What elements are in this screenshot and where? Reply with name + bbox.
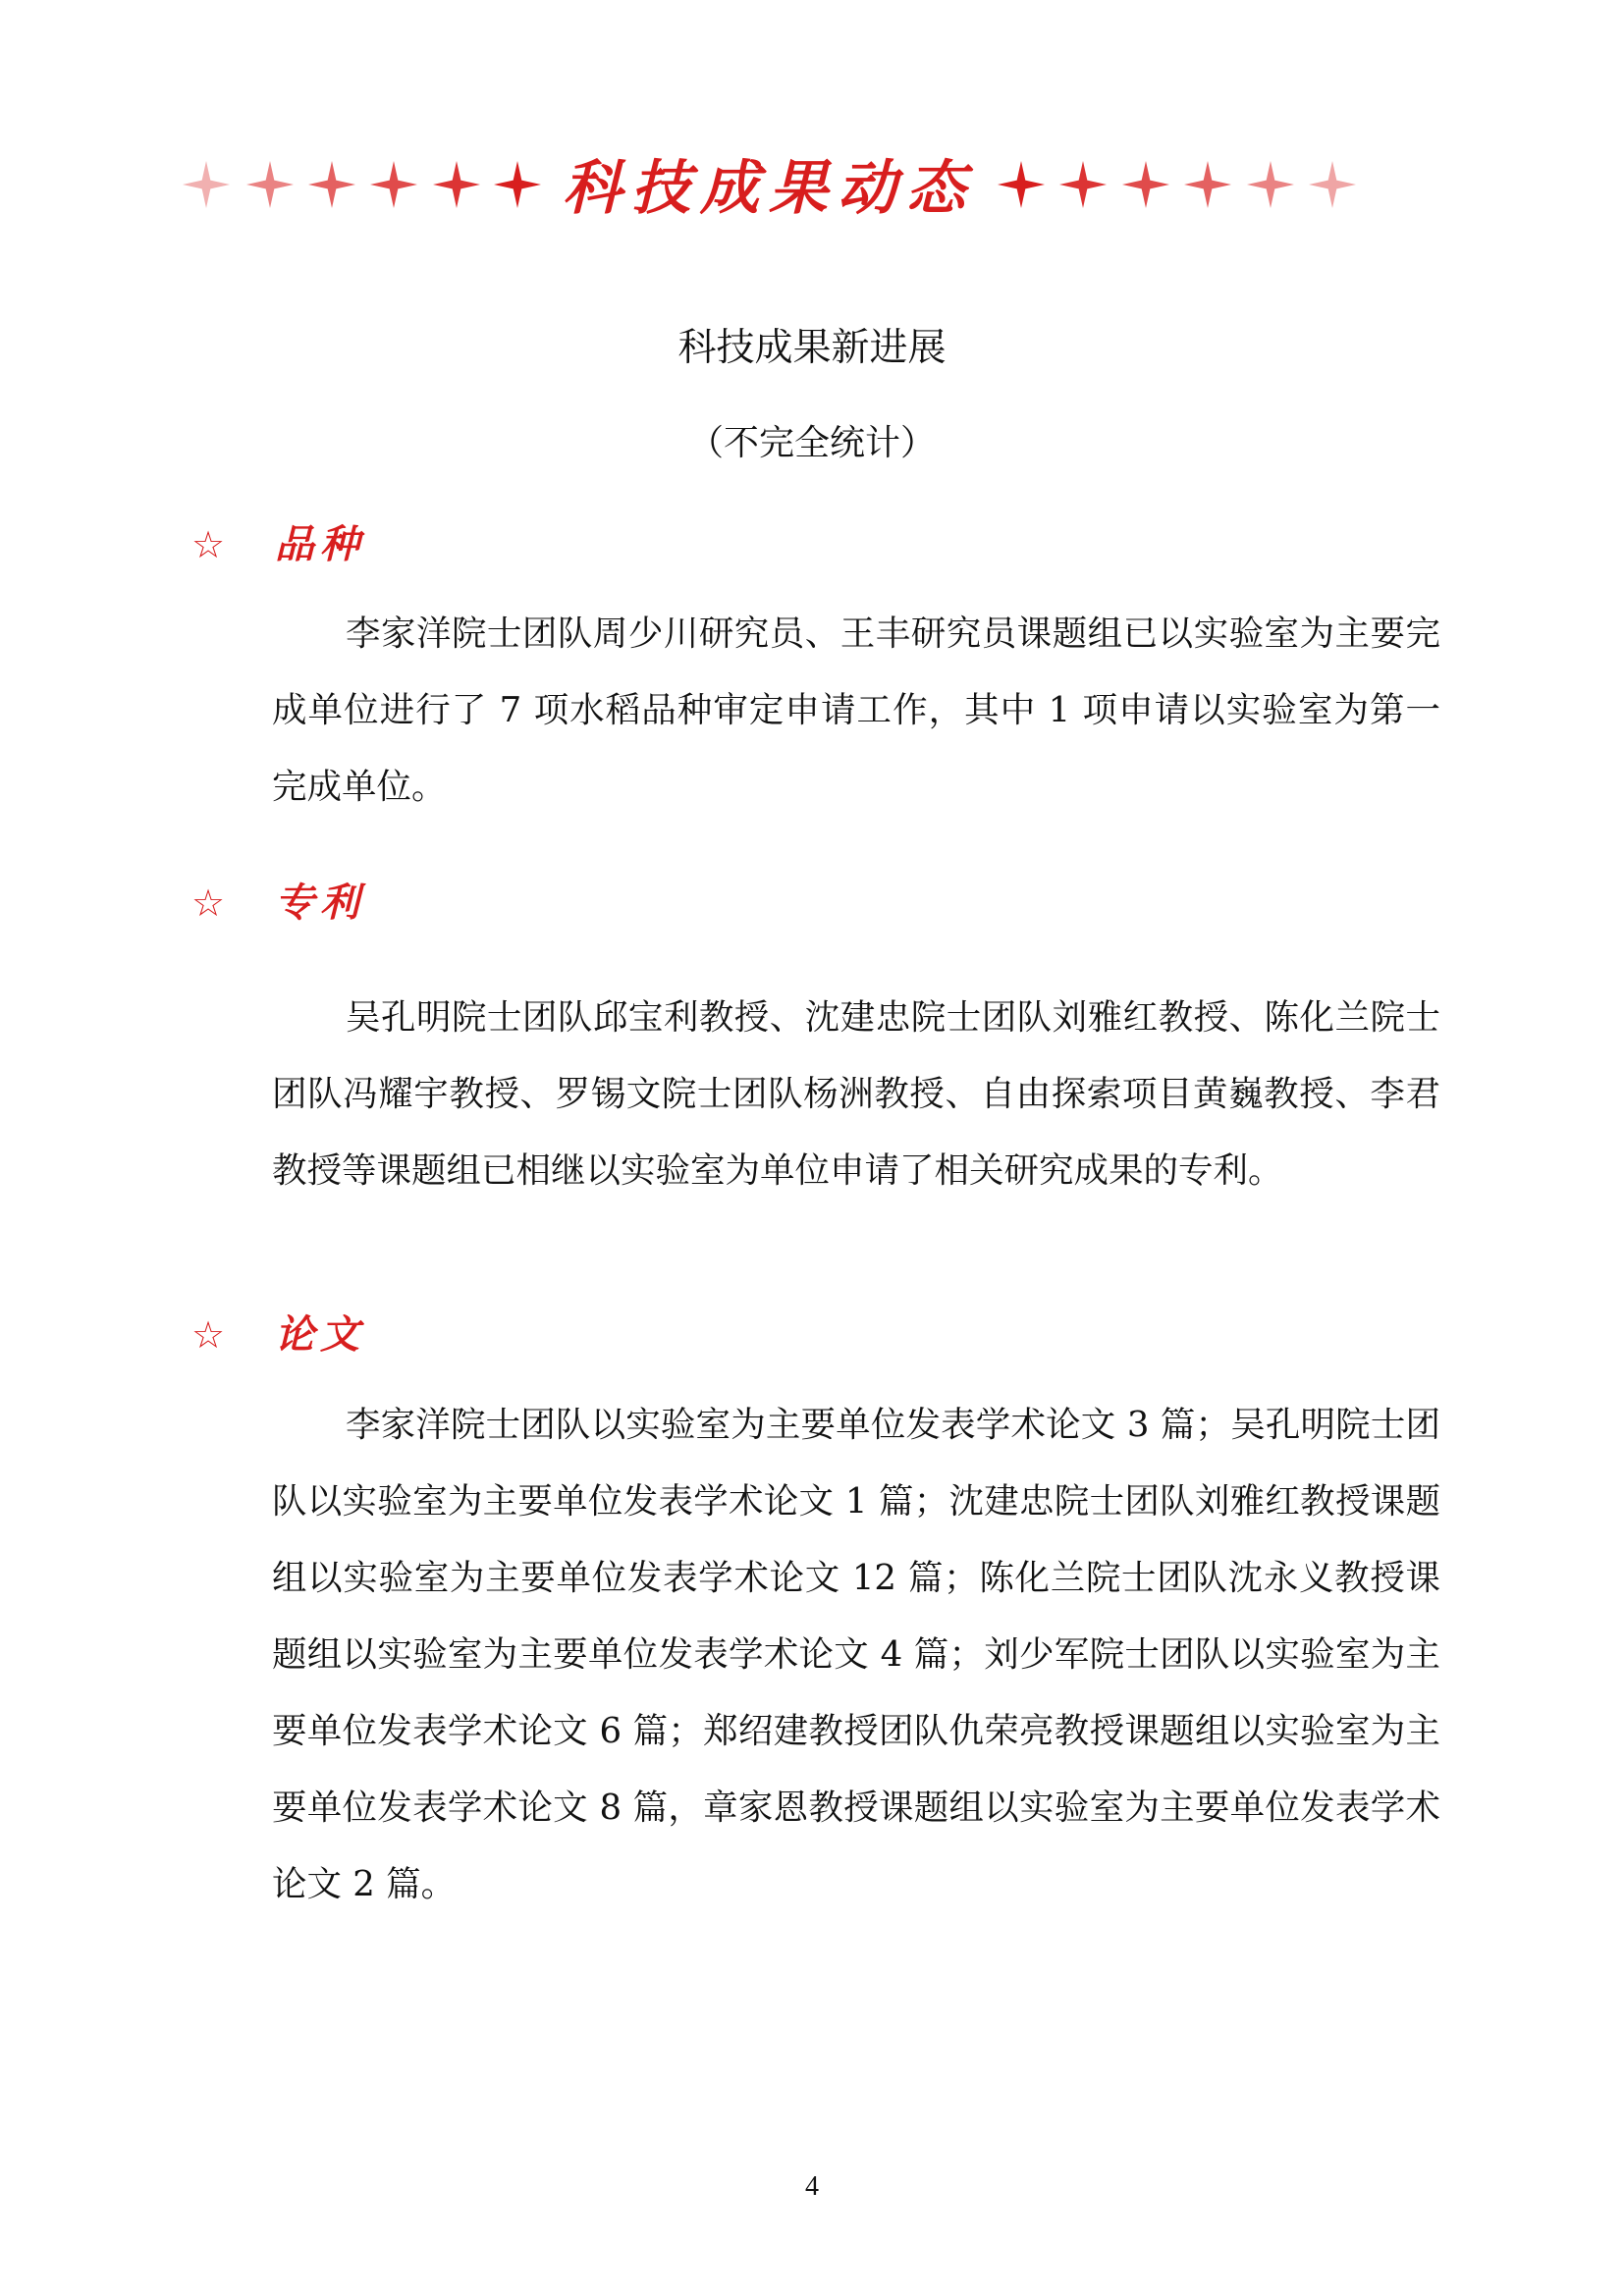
section-paragraph-varieties: 李家洋院士团队周少川研究员、王丰研究员课题组已以实验室为主要完成单位进行了 7 项水稻品种审定申请工作，其中 1 项申请以实验室为第一完成单位。	[272, 614, 1440, 807]
star-outline-icon: ☆	[191, 881, 226, 925]
four-point-star-icon	[1184, 161, 1231, 208]
four-point-star-icon	[183, 161, 230, 208]
banner-title: 科技成果动态	[563, 154, 975, 223]
page-number: 4	[805, 2171, 819, 2202]
page-title: 科技成果新进展	[677, 326, 947, 370]
four-point-star-icon	[433, 161, 480, 208]
four-point-star-icon	[246, 161, 294, 208]
four-point-star-icon	[1309, 161, 1356, 208]
four-point-star-icon	[1122, 161, 1169, 208]
section-label-papers: 论文	[275, 1311, 365, 1358]
page-subtitle: （不完全统计）	[687, 423, 936, 463]
star-outline-icon: ☆	[191, 523, 226, 566]
four-point-star-icon	[1247, 161, 1294, 208]
section-label-patents: 专利	[275, 880, 365, 926]
section-label-varieties: 品种	[275, 521, 365, 567]
four-point-star-icon	[998, 161, 1045, 208]
four-point-star-icon	[1059, 161, 1107, 208]
header-banner	[0, 145, 1624, 234]
four-point-star-icon	[370, 161, 417, 208]
section-paragraph-patents: 吴孔明院士团队邱宝利教授、沈建忠院士团队刘雅红教授、陈化兰院士团队冯耀宇教授、罗锡文院士团队杨洲教授、自由探索项目黄巍教授、李君教授等课题组已相继以实验室为单位申请了相关研究成果的专利。	[272, 997, 1440, 1191]
four-point-star-icon	[308, 161, 355, 208]
four-point-star-icon	[494, 161, 541, 208]
section-paragraph-papers: 李家洋院士团队以实验室为主要单位发表学术论文 3 篇；吴孔明院士团队以实验室为主要单位发表学术论文 1 篇；沈建忠院士团队刘雅红教授课题组以实验室为主要单位发表学术论文 12 篇；陈化兰院士团队沈永义教授课题组以实验室为主要单位发表学术论文 4 篇；刘少军院士团队以实验室为主要单位发表学术论文 6 篇；郑绍建教授团队仇荣亮教授课题组以实验室为主要单位发表学术论文 8 篇，章家恩教授课题组以实验室为主要单位发表学术论文 2 篇。	[272, 1405, 1440, 1904]
star-outline-icon: ☆	[191, 1313, 226, 1357]
